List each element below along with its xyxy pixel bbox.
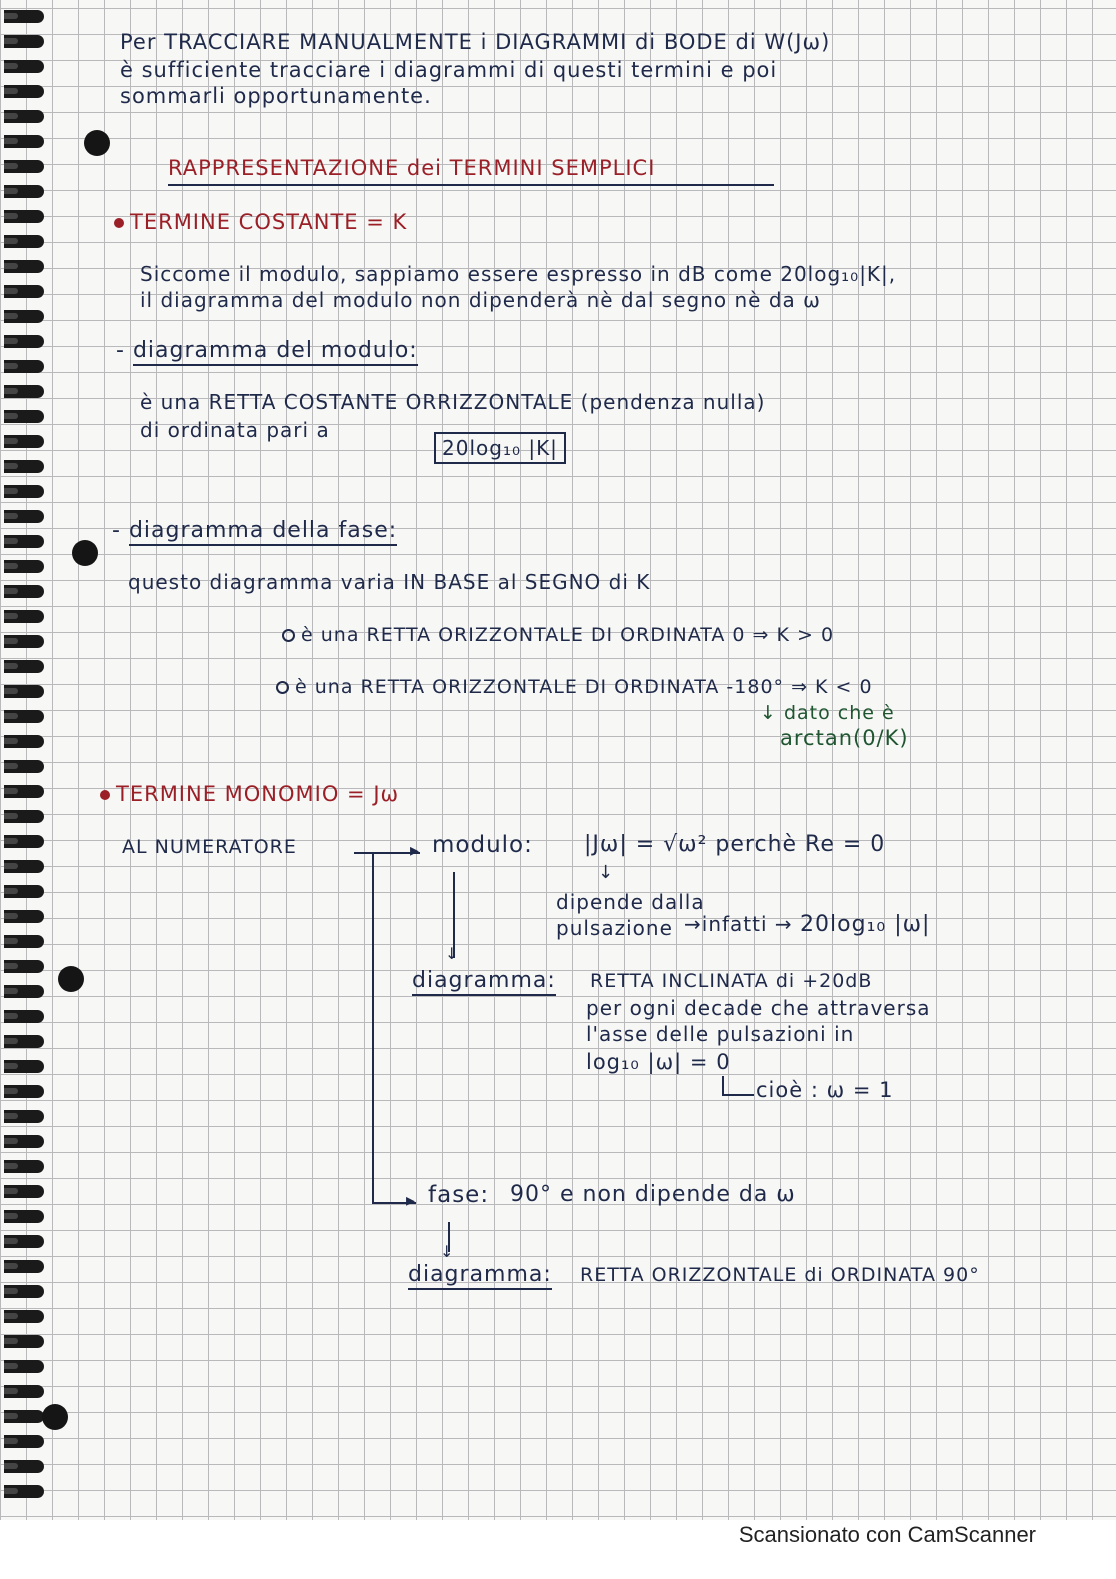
monomial-diagram-text-4: log₁₀ |ω| = 0 bbox=[586, 1050, 731, 1074]
module-ordinate-box: 20log₁₀ |K| bbox=[434, 432, 566, 464]
spiral-ring bbox=[4, 985, 44, 998]
bullet-icon bbox=[282, 629, 295, 642]
spiral-ring bbox=[4, 35, 44, 48]
monomial-diagram-text-3: l'asse delle pulsazioni in bbox=[586, 1022, 855, 1046]
spiral-ring bbox=[4, 1360, 44, 1373]
phase-label: fase: bbox=[428, 1182, 490, 1208]
spiral-ring bbox=[4, 1485, 44, 1498]
phase-text: questo diagramma varia IN BASE al SEGNO di K bbox=[128, 570, 651, 594]
spiral-ring bbox=[4, 1010, 44, 1023]
spiral-ring bbox=[4, 810, 44, 823]
phase-case-positive bbox=[282, 624, 834, 646]
spiral-ring bbox=[4, 735, 44, 748]
spiral-ring bbox=[4, 160, 44, 173]
arrow-right-icon: → bbox=[774, 912, 793, 936]
infatti-group bbox=[684, 912, 930, 937]
spiral-ring bbox=[4, 960, 44, 973]
spiral-ring bbox=[4, 685, 44, 698]
spiral-ring bbox=[4, 210, 44, 223]
bullet-icon bbox=[114, 218, 124, 228]
monomial-diagram-text-1: RETTA INCLINATA di +20dB bbox=[590, 970, 873, 992]
spiral-ring bbox=[4, 910, 44, 923]
spiral-ring bbox=[4, 110, 44, 123]
spiral-ring bbox=[4, 710, 44, 723]
spiral-ring bbox=[4, 360, 44, 373]
spiral-ring bbox=[4, 510, 44, 523]
spiral-ring bbox=[4, 835, 44, 848]
spiral-ring bbox=[4, 1335, 44, 1348]
cioe-value: cioè : ω = 1 bbox=[756, 1078, 894, 1102]
module-diagram-label bbox=[412, 968, 556, 993]
bullet-icon bbox=[276, 681, 289, 694]
module-diagram-label-text: diagramma: bbox=[412, 968, 556, 996]
arrow-right-icon: ▸ bbox=[410, 840, 421, 861]
punch-hole bbox=[42, 1404, 68, 1430]
spiral-ring bbox=[4, 1135, 44, 1148]
phase-diagram-label bbox=[408, 1262, 552, 1287]
infatti-text: infatti bbox=[701, 912, 768, 936]
phase-note-1 bbox=[760, 702, 895, 724]
spiral-ring bbox=[4, 585, 44, 598]
phase-case-positive-text: è una RETTA ORIZZONTALE DI ORDINATA 0 ⇒ K > 0 bbox=[301, 624, 835, 646]
spiral-ring bbox=[4, 1435, 44, 1448]
section-title: RAPPRESENTAZIONE dei TERMINI SEMPLICI bbox=[168, 156, 774, 186]
punch-hole bbox=[58, 966, 84, 992]
module-label: modulo: bbox=[432, 832, 533, 858]
spiral-ring bbox=[4, 310, 44, 323]
arrow-right-icon: ▸ bbox=[406, 1190, 417, 1211]
intro-line-3: sommarli opportunamente. bbox=[120, 84, 432, 108]
spiral-ring bbox=[4, 1060, 44, 1073]
infatti-formula: 20log₁₀ |ω| bbox=[800, 912, 931, 937]
spiral-ring bbox=[4, 135, 44, 148]
down-arrow-icon: ↓ bbox=[598, 862, 615, 883]
phase-note-1-text: dato che è bbox=[783, 702, 895, 724]
connector-line bbox=[372, 852, 374, 1204]
down-arrow-icon: ↓ bbox=[445, 944, 460, 963]
spiral-ring bbox=[4, 1285, 44, 1298]
module-diagram-heading-text: diagramma del modulo: bbox=[133, 338, 418, 366]
spiral-ring bbox=[4, 1160, 44, 1173]
phase-diagram-heading: - diagramma della fase: bbox=[112, 518, 397, 543]
down-arrow-icon: ↓ bbox=[760, 702, 777, 724]
spiral-ring bbox=[4, 485, 44, 498]
spiral-ring bbox=[4, 385, 44, 398]
module-text-1: è una RETTA COSTANTE ORRIZZONTALE (pendenza nulla) bbox=[140, 390, 766, 414]
spiral-ring bbox=[4, 285, 44, 298]
phase-note-2: arctan(0/K) bbox=[780, 726, 909, 750]
spiral-ring bbox=[4, 85, 44, 98]
connector-line bbox=[722, 1076, 724, 1096]
monomial-term-heading-text: TERMINE MONOMIO = Jω bbox=[116, 782, 400, 806]
arrow-right-icon: → bbox=[684, 912, 702, 936]
spiral-ring bbox=[4, 535, 44, 548]
monomial-phase-text: 90° e non dipende da ω bbox=[510, 1182, 796, 1207]
spiral-ring bbox=[4, 1035, 44, 1048]
module-diagram-heading: - diagramma del modulo: bbox=[116, 338, 418, 363]
intro-line-1: Per TRACCIARE MANUALMENTE i DIAGRAMMI di BODE di W(Jω) bbox=[120, 30, 831, 54]
phase-diagram-heading-text: diagramma della fase: bbox=[129, 518, 397, 546]
spiral-ring bbox=[4, 1235, 44, 1248]
spiral-ring bbox=[4, 760, 44, 773]
constant-term-heading bbox=[114, 210, 407, 234]
constant-term-heading-text: TERMINE COSTANTE = K bbox=[130, 210, 408, 234]
spiral-ring bbox=[4, 635, 44, 648]
spiral-ring bbox=[4, 410, 44, 423]
punch-hole bbox=[84, 130, 110, 156]
phase-diagram-text: RETTA ORIZZONTALE di ORDINATA 90° bbox=[580, 1264, 980, 1286]
spiral-ring bbox=[4, 1110, 44, 1123]
spiral-ring bbox=[4, 185, 44, 198]
phase-case-negative bbox=[276, 676, 873, 698]
punch-hole bbox=[72, 540, 98, 566]
monomial-diagram-text-2: per ogni decade che attraversa bbox=[586, 996, 931, 1020]
spiral-ring bbox=[4, 335, 44, 348]
depends-text-2: pulsazione bbox=[556, 916, 673, 940]
phase-diagram-label-text: diagramma: bbox=[408, 1262, 552, 1290]
spiral-ring bbox=[4, 1185, 44, 1198]
spiral-ring bbox=[4, 1085, 44, 1098]
module-formula: |Jω| = √ω² perchè Re = 0 bbox=[584, 832, 886, 857]
constant-text-2: il diagramma del modulo non dipenderà nè dal segno nè da ω bbox=[140, 288, 821, 312]
monomial-term-heading bbox=[100, 782, 399, 806]
spiral-ring bbox=[4, 610, 44, 623]
spiral-ring bbox=[4, 935, 44, 948]
cioe-text bbox=[756, 1078, 893, 1102]
connector-line bbox=[722, 1094, 754, 1096]
spiral-ring bbox=[4, 60, 44, 73]
spiral-ring bbox=[4, 260, 44, 273]
scanner-watermark: Scansionato con CamScanner bbox=[738, 1522, 1036, 1547]
bullet-icon bbox=[100, 790, 110, 800]
spiral-ring bbox=[4, 1310, 44, 1323]
intro-line-2: è sufficiente tracciare i diagrammi di questi termini e poi bbox=[120, 58, 778, 82]
spiral-ring bbox=[4, 235, 44, 248]
spiral-ring bbox=[4, 460, 44, 473]
spiral-ring bbox=[4, 435, 44, 448]
phase-case-negative-text: è una RETTA ORIZZONTALE DI ORDINATA -180° ⇒ K < 0 bbox=[295, 676, 873, 698]
spiral-binding bbox=[0, 0, 48, 1520]
spiral-ring bbox=[4, 860, 44, 873]
module-text-2: di ordinata pari a bbox=[140, 418, 330, 442]
depends-text-1: dipende dalla bbox=[556, 890, 705, 914]
spiral-ring bbox=[4, 560, 44, 573]
spiral-ring bbox=[4, 1410, 44, 1423]
spiral-ring bbox=[4, 660, 44, 673]
spiral-ring bbox=[4, 1385, 44, 1398]
spiral-ring bbox=[4, 885, 44, 898]
numerator-label: AL NUMERATORE bbox=[122, 836, 297, 858]
spiral-ring bbox=[4, 1460, 44, 1473]
spiral-ring bbox=[4, 1260, 44, 1273]
spiral-ring bbox=[4, 1210, 44, 1223]
down-arrow-icon: ↓ bbox=[440, 1242, 455, 1261]
constant-text-1: Siccome il modulo, sappiamo essere espresso in dB come 20log₁₀|K|, bbox=[140, 262, 897, 286]
spiral-ring bbox=[4, 785, 44, 798]
spiral-ring bbox=[4, 10, 44, 23]
